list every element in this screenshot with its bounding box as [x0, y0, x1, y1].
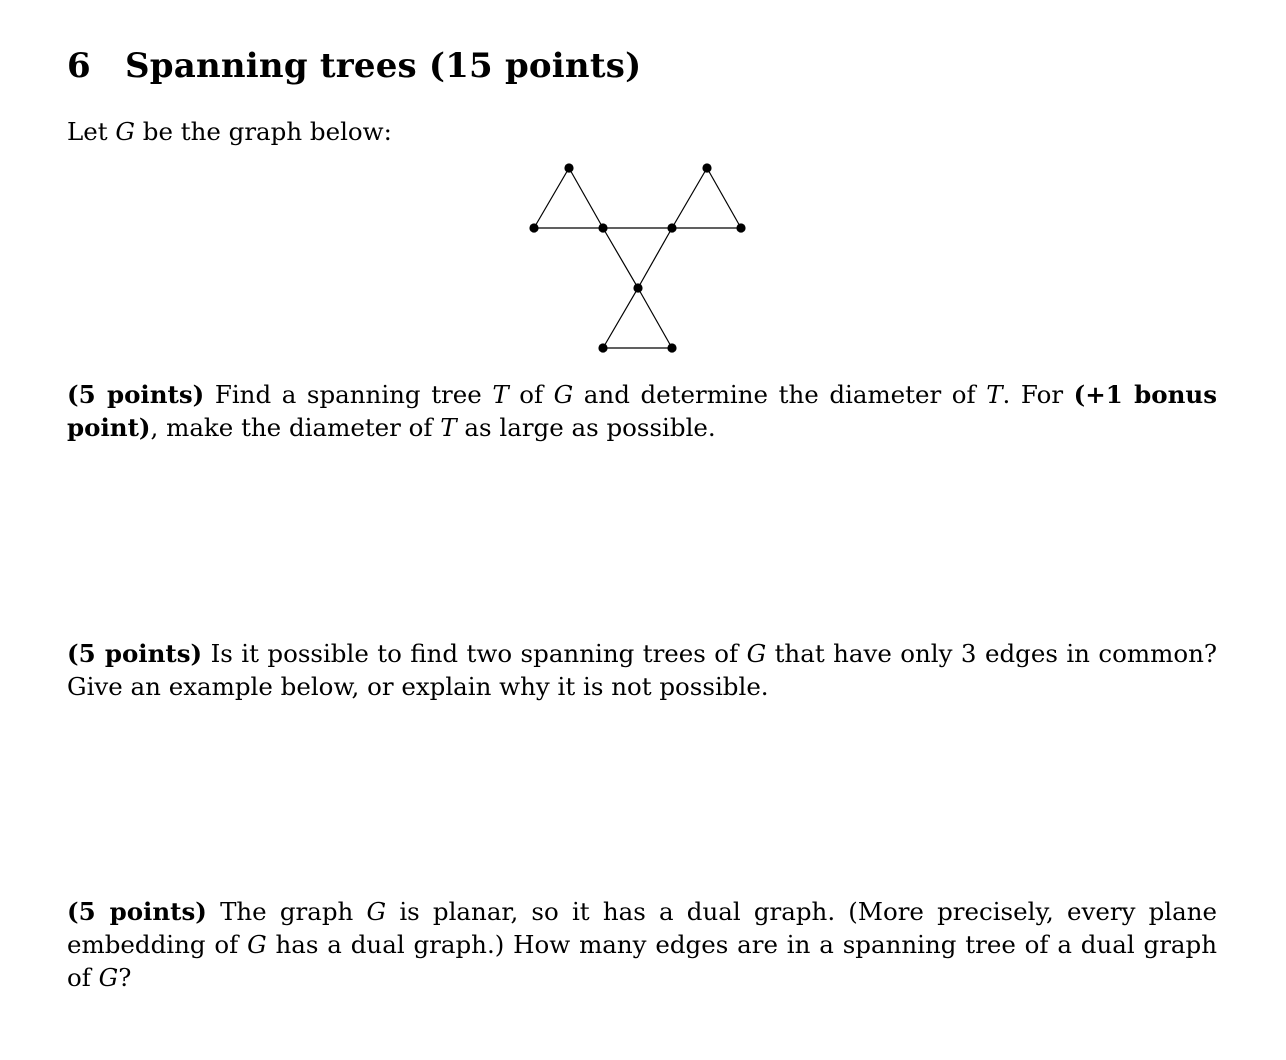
math-T: T — [440, 413, 457, 442]
points-label: (5 points) — [67, 639, 203, 668]
math-G: G — [247, 930, 267, 959]
section-title: Spanning trees (15 points) — [125, 46, 642, 86]
section-number: 6 — [67, 46, 91, 86]
math-G: G — [115, 117, 135, 146]
intro-text: Let G be the graph below: — [67, 117, 392, 146]
edge-v3-v7 — [603, 228, 638, 288]
vertex-v7 — [633, 283, 642, 292]
question-3: (5 points) The graph G is planar, so it has a dual graph. (More precisely, every plane embedding of G has a dual graph.) How many edges are in a spanning tree of a dual graph of G? — [67, 897, 1218, 992]
vertex-v2 — [529, 223, 538, 232]
edge-v1-v3 — [569, 168, 603, 228]
vertex-v9 — [667, 343, 676, 352]
question-2: (5 points) Is it possible to find two spanning trees of G that have only 3 edges in common? Give an example below, or explain why it is not possible. — [67, 639, 1217, 701]
edge-v1-v2 — [534, 168, 569, 228]
vertex-v3 — [598, 223, 607, 232]
points-label: (5 points) — [67, 897, 207, 926]
section-heading — [67, 46, 641, 86]
graph-vertices — [529, 163, 745, 352]
math-G: G — [553, 380, 574, 409]
vertex-v8 — [598, 343, 607, 352]
question-1: (5 points) Find a spanning tree T of G and determine the diameter of T. For (+1 bonus point), make the diameter of T as large as possible. — [67, 380, 1217, 442]
vertex-v5 — [667, 223, 676, 232]
bonus-label: (+1 bonus point) — [67, 380, 1217, 442]
math-G: G — [98, 963, 119, 992]
math-T: T — [492, 380, 509, 409]
edge-v4-v5 — [672, 168, 707, 228]
edge-v7-v9 — [638, 288, 672, 348]
math-T: T — [986, 380, 1003, 409]
graph-edges — [534, 168, 741, 348]
points-label: (5 points) — [67, 380, 205, 409]
vertex-v6 — [736, 223, 745, 232]
vertex-v1 — [564, 163, 573, 172]
edge-v4-v6 — [707, 168, 741, 228]
edge-v5-v7 — [638, 228, 672, 288]
vertex-v4 — [702, 163, 711, 172]
math-G: G — [366, 897, 387, 926]
math-G: G — [746, 639, 767, 668]
edge-v7-v8 — [603, 288, 638, 348]
